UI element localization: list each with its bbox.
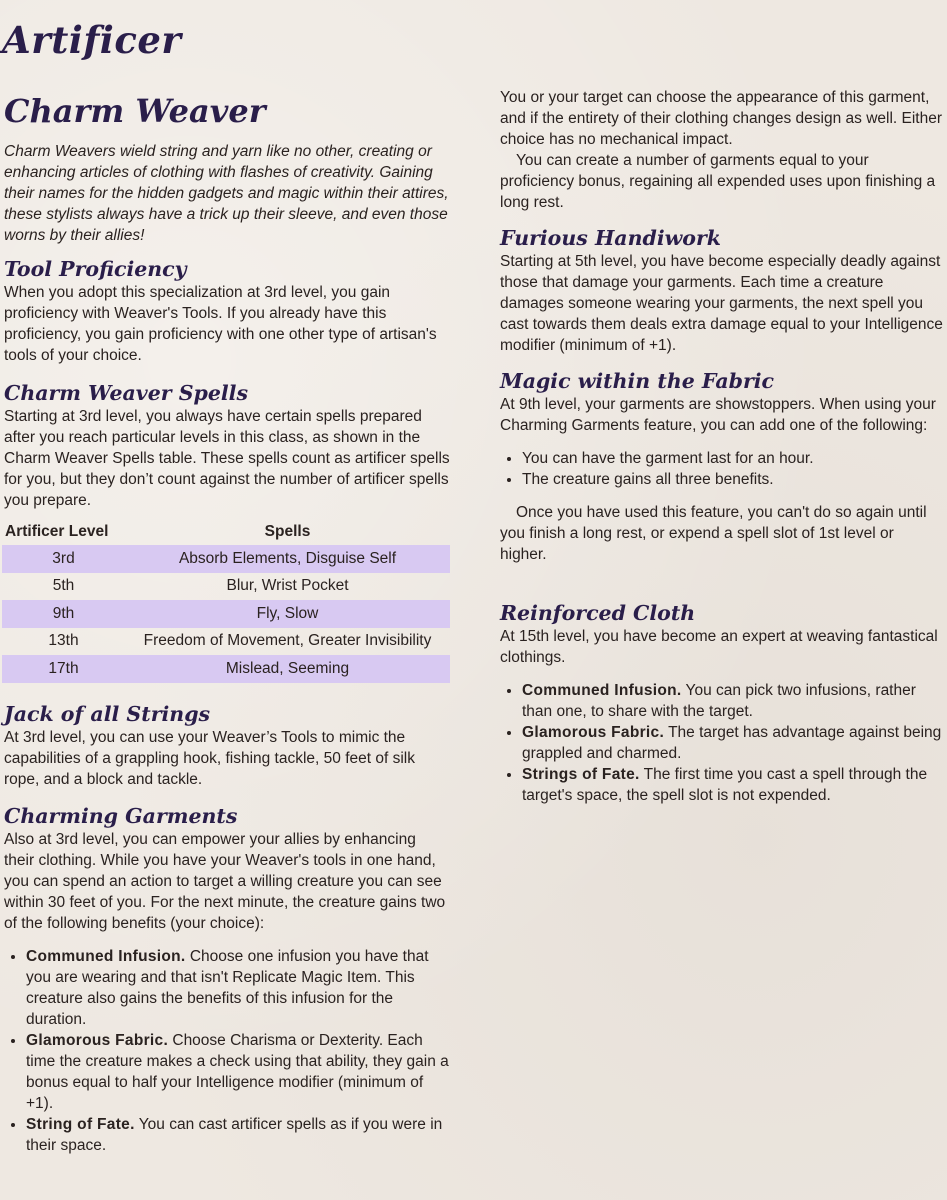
magic-fabric-list	[500, 448, 944, 490]
section-title-reinforced: Reinforced Cloth	[500, 601, 696, 625]
section-text-magic-fabric: At 9th level, your garments are showstoppers. When using your Charming Garments feature, you can add one of the following:	[500, 396, 936, 434]
table-cell-level: 9th	[2, 600, 125, 628]
section-title-furious: Furious Handiwork	[500, 226, 721, 250]
section-text-jack: At 3rd level, you can use your Weaver’s Tools to mimic the capabilities of a grappling hook, fishing tackle, 50 feet of silk rope, and a block and tackle.	[4, 729, 415, 788]
section-title-tool-proficiency: Tool Proficiency	[4, 257, 187, 281]
section-text-furious: Starting at 5th level, you have become especially deadly against those that damage your garments. Each time a creature damages someone wearing your garments, the next spell you cast towards them deals extra damage equal to your Intelligence modifier (minimum of +1).	[500, 253, 943, 354]
section-text-tool-proficiency: When you adopt this specialization at 3rd level, you gain proficiency with Weaver's Tools. If you already have this proficiency, you gain proficiency with one other type of artisan's tools of your choice.	[4, 284, 437, 364]
table-row	[2, 628, 450, 656]
table-header-level: Artificer Level	[5, 523, 109, 540]
section-tool-proficiency	[4, 256, 450, 366]
section-magic-within-fabric	[500, 368, 944, 565]
list-item: • Communed Infusion. You can pick two infusions, rather than one, to share with the target.	[522, 680, 944, 722]
section-furious-handiwork	[500, 225, 944, 356]
table-cell-spells: Mislead, Seeming	[125, 655, 450, 683]
spells-table	[2, 519, 450, 683]
garments-cont-text-2: You can create a number of garments equal to your proficiency bonus, regaining all expended uses upon finishing a long rest.	[500, 152, 936, 211]
list-item: • You can have the garment last for an hour.	[522, 448, 944, 469]
section-charming-garments	[4, 803, 450, 1156]
list-item: • Strings of Fate. The first time you cast a spell through the target's space, the spell slot is not expended.	[522, 764, 944, 806]
section-text-garments: Also at 3rd level, you can empower your allies by enhancing their clothing. While you have your Weaver's tools in one hand, you can spend an action to target a willing creature you can see within 30 feet of you. For the next minute, the creature gains two of the following benefits (your choice):	[4, 831, 446, 932]
table-cell-spells: Blur, Wrist Pocket	[226, 577, 349, 595]
table-cell-level: 5th	[52, 577, 75, 595]
subclass-title: Charm Weaver	[4, 92, 266, 130]
intro-text: Charm Weavers wield string and yarn like no other, creating or enhancing articles of clothing with flashes of creativity. Gaining their names for the hidden gadgets and magic within their attires, these stylists always have a trick up their sleeve, and even those worns by their allies!	[4, 143, 449, 244]
list-item: • The creature gains all three benefits.	[522, 469, 944, 490]
section-text-reinforced: At 15th level, you have become an expert at weaving fantastical clothings.	[500, 628, 938, 666]
class-title: Artificer	[2, 18, 182, 62]
magic-fabric-after-text: Once you have used this feature, you can't do so again until you finish a long rest, or expend a spell slot of 1st level or higher.	[500, 504, 927, 563]
garments-benefit-list	[4, 946, 450, 1156]
section-title-magic-fabric: Magic within the Fabric	[500, 369, 775, 393]
reinforced-list	[500, 680, 944, 806]
list-item: • Glamorous Fabric. Choose Charisma or Dexterity. Each time the creature makes a check using that ability, they gain a bonus equal to half your Intelligence modifier (minimum of +1).	[26, 1030, 450, 1114]
section-reinforced-cloth	[500, 600, 944, 806]
table-row	[2, 600, 450, 628]
table-row	[2, 573, 450, 601]
table-header-row	[2, 519, 450, 545]
section-jack-of-all-strings	[4, 701, 450, 790]
section-charm-weaver-spells	[4, 380, 450, 511]
section-garments-continued	[500, 87, 944, 213]
garments-cont-text-1: You or your target can choose the appearance of this garment, and if the entirety of their clothing changes design as well. Either choice has no mechanical impact.	[500, 89, 943, 148]
table-cell-level: 17th	[2, 655, 125, 683]
section-title-garments: Charming Garments	[4, 804, 238, 828]
section-title-spells: Charm Weaver Spells	[4, 381, 248, 405]
list-item: • String of Fate. You can cast artificer spells as if you were in their space.	[26, 1114, 450, 1156]
section-title-jack: Jack of all Strings	[4, 702, 211, 726]
table-row	[2, 545, 450, 573]
list-item: • Glamorous Fabric. The target has advantage against being grappled and charmed.	[522, 722, 944, 764]
table-cell-level: 13th	[48, 632, 79, 650]
table-cell-spells: Absorb Elements, Disguise Self	[125, 545, 450, 573]
table-row	[2, 655, 450, 683]
table-header-spells: Spells	[264, 523, 311, 540]
section-text-spells: Starting at 3rd level, you always have certain spells prepared after you reach particular levels in this class, as shown in the Charm Weaver Spells table. These spells count as artificer spells for you, but they don’t count against the number of artificer spells you prepare.	[4, 408, 450, 509]
table-cell-level: 3rd	[2, 545, 125, 573]
list-item: • Communed Infusion. Choose one infusion you have that you are wearing and that isn't Replicate Magic Item. This creature also gains the benefits of this infusion for the duration.	[26, 946, 450, 1030]
table-cell-spells: Freedom of Movement, Greater Invisibility	[143, 632, 432, 650]
table-cell-spells: Fly, Slow	[125, 600, 450, 628]
